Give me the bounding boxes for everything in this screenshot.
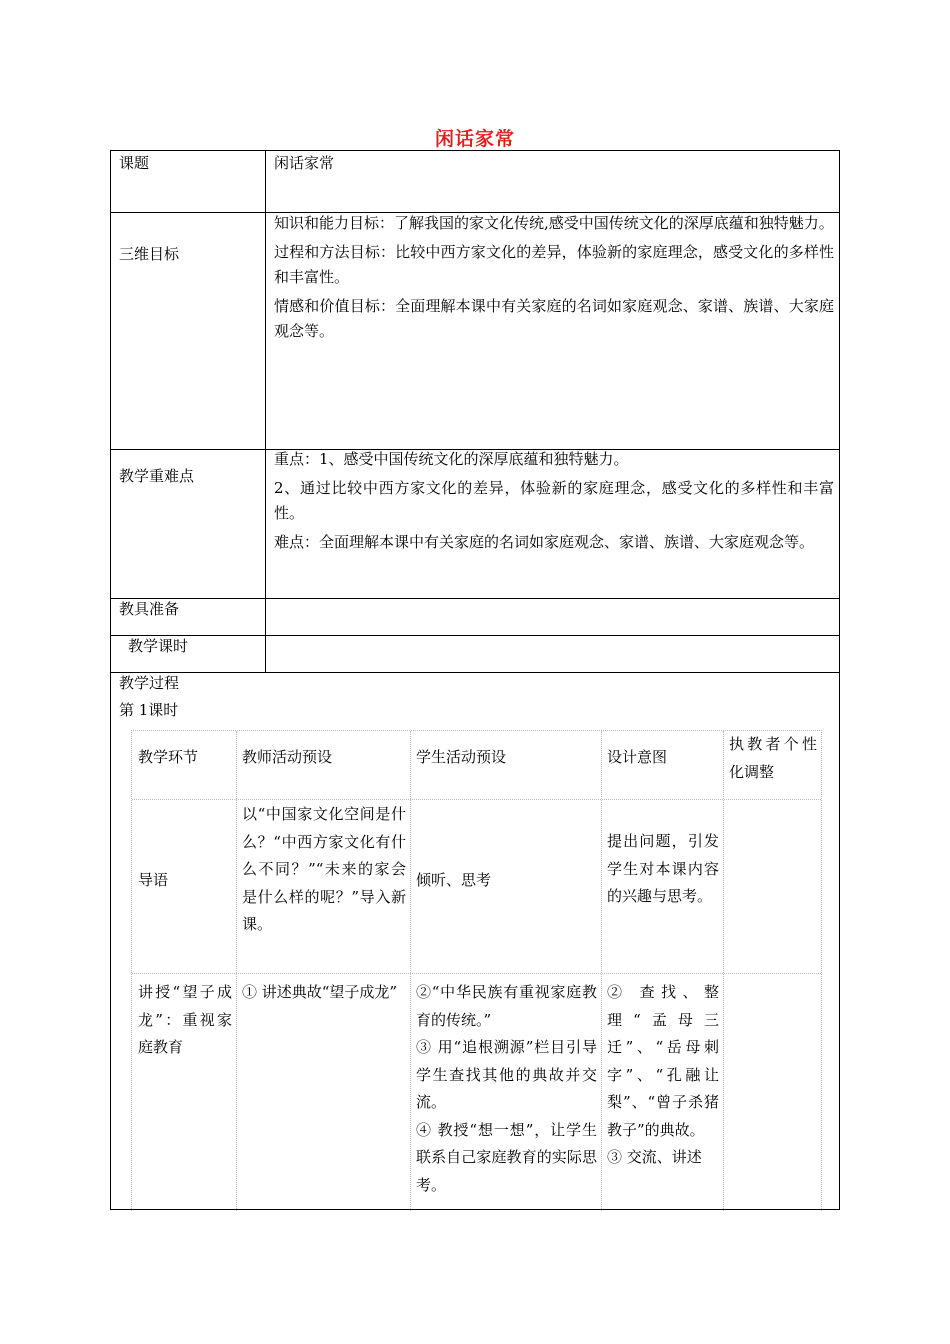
row2-intent (607, 979, 719, 1172)
row2-intent-item: ② 查找、整理“孟母三迁”、“岳母刺字”、“孔融让梨”、“曾子杀猪教子”的典故。 (607, 983, 719, 1139)
column-divider (265, 151, 266, 672)
keypoints-content (274, 447, 834, 555)
col-header-teacher: 教师活动预设 (242, 748, 333, 766)
goal-knowledge: 知识和能力目标：了解我国的家文化传统,感受中国传统文化的深厚底蕴和独特魅力。 (274, 214, 834, 232)
col-header-stage: 教学环节 (138, 748, 199, 766)
row2-teacher: ① 讲述典故“望子成龙” (242, 983, 398, 1001)
goal-emotion: 情感和价值目标：全面理解本课中有关家庭的名词如家庭观念、家谱、族谱、大家庭观念等。 (274, 297, 834, 340)
process-table (131, 730, 822, 1211)
keypoint-2: 2、通过比较中西方家文化的差异，体验新的家庭理念，感受文化的多样性和丰富性。 (274, 479, 834, 522)
goals-content (274, 211, 834, 344)
document-title: 闲话家常 (434, 128, 515, 150)
row-divider (111, 598, 839, 599)
column-divider (410, 731, 411, 1211)
row2-student-item: ③ 用“追根溯源”栏目引导学生查找其他的典故并交流。 (416, 1038, 597, 1111)
col-header-intent: 设计意图 (607, 748, 668, 766)
keypoint-1: 重点：1、感受中国传统文化的深厚底蕴和独特魅力。 (274, 450, 629, 468)
keypoints-label: 教学重难点 (119, 467, 195, 485)
difficulty: 难点：全面理解本课中有关家庭的名词如家庭观念、家谱、族谱、大家庭观念等。 (274, 533, 815, 551)
row2-student-item: ②“中华民族有重视家庭教育的传统。” (416, 983, 597, 1029)
row-divider (111, 635, 839, 636)
process-heading: 教学过程 (119, 674, 180, 692)
column-divider (723, 731, 724, 1211)
col-header-student: 学生活动预设 (416, 748, 507, 766)
topic-value: 闲话家常 (274, 154, 335, 172)
tools-label: 教具准备 (119, 600, 180, 618)
col-header-adjust: 执教者个性化调整 (729, 735, 817, 781)
row1-stage: 导语 (138, 871, 169, 889)
row2-intent-item: ③ 交流、讲述 (607, 1148, 702, 1166)
topic-label: 课题 (119, 154, 150, 172)
column-divider (601, 731, 602, 1211)
row1-teacher: 以“中国家文化空间是什么？“中西方家文化有什么不同？”“未来的家会是什么样的呢？”导入新课。 (242, 805, 406, 933)
row-divider (111, 672, 839, 673)
row1-student: 倾听、思考 (416, 871, 492, 889)
column-divider (236, 731, 237, 1211)
row1-intent: 提出问题，引发学生对本课内容的兴趣与思考。 (607, 832, 719, 905)
hours-label: 教学课时 (128, 637, 189, 655)
session-label: 第 1课时 (119, 701, 179, 719)
row2-stage: 讲授“望子成龙”：重视家庭教育 (138, 983, 232, 1056)
lesson-plan-table (110, 150, 840, 1210)
goals-label: 三维目标 (119, 245, 180, 263)
row2-student (416, 979, 597, 1199)
row2-student-item: ④ 教授“想一想”，让学生联系自己家庭教育的实际思考。 (416, 1120, 597, 1194)
goal-process: 过程和方法目标：比较中西方家文化的差异，体验新的家庭理念，感受文化的多样性和丰富性。 (274, 243, 834, 286)
